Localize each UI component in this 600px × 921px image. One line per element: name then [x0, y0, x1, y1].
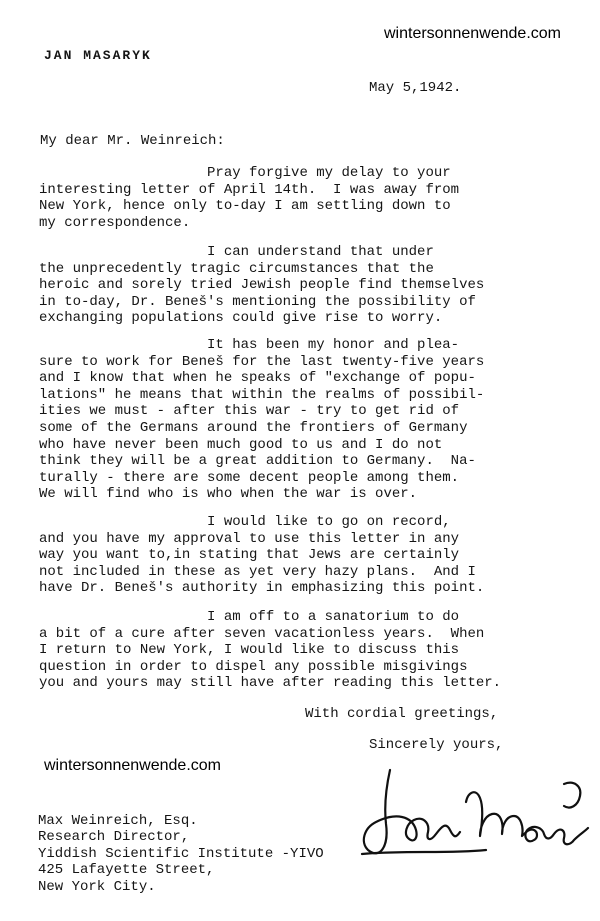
- paragraph-5: I am off to a sanatorium to do a bit of a cure after seven vacationless years. When I return to New York, I would like to discuss this question in order to dispel any possible misgivings you and yours may still have after reading this letter.: [39, 609, 502, 692]
- salutation: My dear Mr. Weinreich:: [40, 133, 225, 149]
- closing: With cordial greetings,: [305, 706, 499, 722]
- signature-image: [356, 758, 596, 868]
- paragraph-1: Pray forgive my delay to your interesting letter of April 14th. I was away from New York, hence only to-day I am settling down to my correspondence.: [39, 165, 460, 231]
- sign-off: Sincerely yours,: [369, 737, 504, 753]
- paragraph-3: It has been my honor and plea- sure to work for Beneš for the last twenty-five years and I know that when he speaks of "exchange of popu- lations" he means that within the realms of possibil- ities we must - after this war - try to get rid of some of the Germans around the frontiers of Germany who have never been much good to us and I do not think they will be a great addition to Germany. Na- turally - there are some decent people among them. We will find who is who when the war is over.: [39, 337, 485, 503]
- address-line: Max Weinreich, Esq.: [38, 813, 198, 829]
- recipient-address: [38, 813, 324, 895]
- letterhead-name: JAN MASARYK: [44, 48, 152, 63]
- paragraph-2: I can understand that under the unprecedently tragic circumstances that the heroic and sorely tried Jewish people find themselves in to-day, Dr. Beneš's mentioning the possibility of exchanging populations could give rise to worry.: [39, 244, 485, 327]
- watermark-top: wintersonnenwende.com: [384, 25, 561, 42]
- address-line: Research Director,: [38, 829, 190, 846]
- address-line: New York City.: [38, 878, 156, 895]
- watermark-bottom: wintersonnenwende.com: [44, 757, 221, 774]
- paragraph-4: I would like to go on record, and you have my approval to use this letter in any way you want to,in stating that Jews are certainly not included in these as yet very hazy plans. And I have Dr. Beneš's authority in emphasizing this point.: [39, 514, 485, 597]
- address-line: 425 Lafayette Street,: [38, 862, 215, 879]
- address-line: Yiddish Scientific Institute -YIVO: [38, 845, 324, 862]
- letter-date: May 5,1942.: [369, 80, 462, 96]
